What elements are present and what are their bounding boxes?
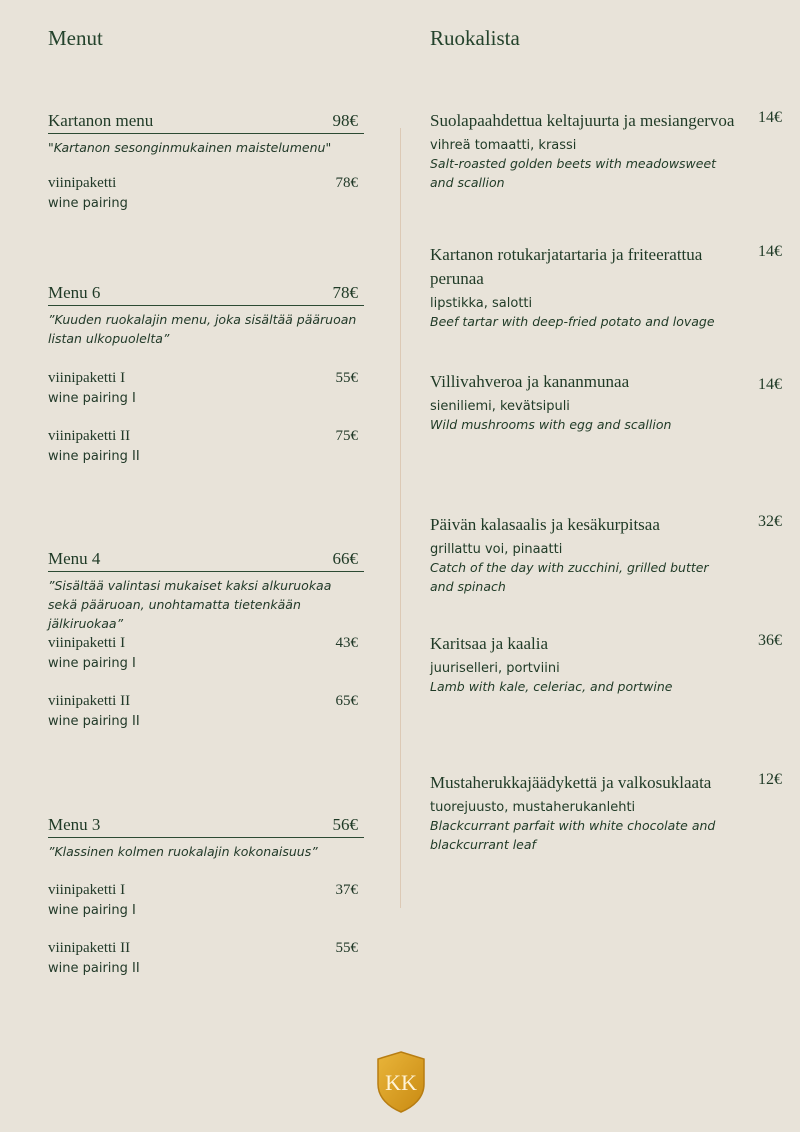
wine-pairing-2 bbox=[48, 428, 358, 464]
wine-pairing-1 bbox=[48, 882, 358, 918]
wine-price: 65€ bbox=[335, 693, 358, 709]
wine-pairing-1 bbox=[48, 635, 358, 671]
menu-6 bbox=[48, 283, 364, 464]
wine-price: 37€ bbox=[335, 882, 358, 898]
dish-english: Lamb with kale, celeriac, and portwine bbox=[430, 679, 673, 694]
wine-price: 55€ bbox=[335, 370, 358, 386]
menu-description: "Kartanon sesonginmukainen maistelumenu" bbox=[48, 140, 332, 155]
dish-item bbox=[430, 513, 782, 596]
menu-name: Kartanon menu bbox=[48, 111, 154, 130]
dish-item bbox=[430, 109, 782, 192]
dish-title: Kartanon rotukarjatartaria ja friteerattua perunaa bbox=[430, 245, 703, 288]
dish-sides: grillattu voi, pinaatti bbox=[430, 542, 563, 557]
menu-price: 56€ bbox=[332, 815, 358, 834]
wine-label-fi: viinipaketti I bbox=[48, 635, 126, 651]
menu-price: 66€ bbox=[332, 549, 358, 568]
column-divider bbox=[400, 128, 401, 908]
wine-label-en: wine pairing bbox=[48, 196, 128, 211]
dish-price: 32€ bbox=[758, 513, 782, 530]
menu-4 bbox=[48, 549, 364, 729]
wine-label-fi: viinipaketti I bbox=[48, 882, 126, 898]
dish-sides: tuorejuusto, mustaherukanlehti bbox=[430, 800, 636, 815]
dish-price: 14€ bbox=[758, 109, 782, 126]
dish-title: Päivän kalasaalis ja kesäkurpitsaa bbox=[430, 515, 660, 534]
menu-kartanon bbox=[48, 111, 364, 211]
dish-sides: sieniliemi, kevätsipuli bbox=[430, 399, 570, 414]
wine-label-fi: viinipaketti bbox=[48, 175, 117, 191]
menu-description: ”Sisältää valintasi mukaiset kaksi alkuruokaa sekä pääruoan, unohtamatta tietenkään jälkiruokaa” bbox=[48, 578, 332, 631]
dish-item bbox=[430, 370, 782, 435]
dish-item bbox=[430, 771, 782, 854]
wine-label-en: wine pairing I bbox=[48, 391, 136, 406]
dish-price: 12€ bbox=[758, 771, 782, 788]
wine-label-en: wine pairing I bbox=[48, 656, 136, 671]
dish-sides: vihreä tomaatti, krassi bbox=[430, 138, 577, 153]
wine-label-fi: viinipaketti II bbox=[48, 428, 131, 444]
wine-price: 55€ bbox=[335, 940, 358, 956]
wine-label-en: wine pairing II bbox=[48, 714, 140, 729]
dish-price: 36€ bbox=[758, 632, 782, 649]
dish-title: Suolapaahdettua keltajuurta ja mesiangervoa bbox=[430, 111, 735, 130]
dish-sides: juuriselleri, portviini bbox=[430, 661, 560, 676]
wine-label-en: wine pairing II bbox=[48, 449, 140, 464]
dish-title: Mustaherukkajäädykettä ja valkosuklaata bbox=[430, 773, 712, 792]
kk-crest-logo bbox=[375, 1050, 427, 1114]
wine-pairing-2 bbox=[48, 940, 358, 976]
wine-label-fi: viinipaketti II bbox=[48, 940, 131, 956]
wine-price: 75€ bbox=[335, 428, 358, 444]
wine-label-fi: viinipaketti II bbox=[48, 693, 131, 709]
menu-description: ”Klassinen kolmen ruokalajin kokonaisuus” bbox=[48, 844, 318, 859]
wine-label-en: wine pairing I bbox=[48, 903, 136, 918]
menu-description: ”Kuuden ruokalajin menu, joka sisältää pääruoan listan ulkopuolelta” bbox=[48, 312, 357, 346]
svg-text:KK: KK bbox=[385, 1070, 417, 1095]
dish-item bbox=[430, 632, 782, 697]
menu-name: Menu 3 bbox=[48, 815, 101, 834]
dish-price: 14€ bbox=[758, 376, 782, 393]
wine-label-fi: viinipaketti I bbox=[48, 370, 126, 386]
menus-heading: Menut bbox=[48, 26, 103, 50]
dish-english: Catch of the day with zucchini, grilled butter and spinach bbox=[430, 560, 709, 594]
dish-sides: lipstikka, salotti bbox=[430, 296, 533, 311]
menu-3 bbox=[48, 815, 364, 976]
dish-english: Blackcurrant parfait with white chocolate and blackcurrant leaf bbox=[430, 818, 716, 852]
dish-title: Villivahveroa ja kananmunaa bbox=[430, 372, 630, 391]
wine-pairing bbox=[48, 175, 358, 211]
dish-english: Beef tartar with deep-fried potato and lovage bbox=[430, 314, 715, 329]
wine-price: 78€ bbox=[335, 175, 358, 191]
menu-price: 98€ bbox=[332, 111, 358, 130]
wine-pairing-2 bbox=[48, 693, 358, 729]
menu-name: Menu 6 bbox=[48, 283, 101, 302]
menu-price: 78€ bbox=[332, 283, 358, 302]
dish-english: Salt-roasted golden beets with meadowsweet and scallion bbox=[430, 156, 717, 190]
menu-name: Menu 4 bbox=[48, 549, 101, 568]
wine-label-en: wine pairing II bbox=[48, 961, 140, 976]
wine-pairing-1 bbox=[48, 370, 358, 406]
dish-english: Wild mushrooms with egg and scallion bbox=[430, 417, 672, 432]
dish-price: 14€ bbox=[758, 243, 782, 260]
a-la-carte-heading: Ruokalista bbox=[430, 26, 520, 50]
wine-price: 43€ bbox=[335, 635, 358, 651]
dish-item bbox=[430, 243, 782, 332]
dish-title: Karitsaa ja kaalia bbox=[430, 634, 548, 653]
